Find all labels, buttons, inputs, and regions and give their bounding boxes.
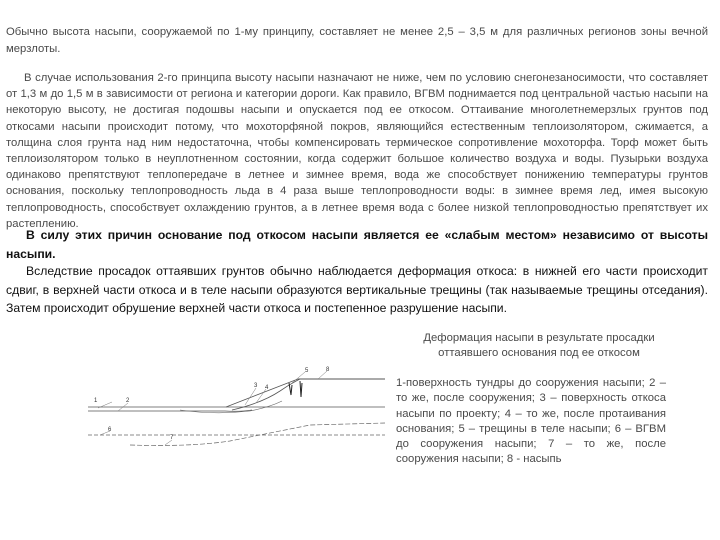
label-1: 1 bbox=[94, 398, 98, 404]
figure-caption: Деформация насыпи в результате просадки оттаявшего основания под ее откосом bbox=[423, 332, 655, 359]
embankment-deformation-diagram bbox=[0, 355, 400, 465]
label-4: 4 bbox=[265, 385, 269, 391]
figure-legend: 1-поверхность тундры до сооружения насыпи; 2 – то же, после сооружения; 3 – поверхность откоса насыпи по проекту; 4 – то же, после протаивания основания; 5 – трещины в теле насыпи; 6 – ВГВМ до сооружения насыпи; 7 – то же, после сооружения насыпи; 8 - насыпь bbox=[396, 377, 666, 466]
crack-right bbox=[300, 381, 302, 397]
permafrost-table-after-line bbox=[130, 423, 385, 446]
label-2: 2 bbox=[126, 398, 130, 404]
paragraph-weak-spot: В силу этих причин основание под откосом насыпи является ее «слабым местом» независимо от высоты насыпи. bbox=[6, 228, 708, 261]
thawed-slope-line bbox=[232, 379, 300, 410]
label-6: 6 bbox=[108, 427, 112, 433]
label-3: 3 bbox=[254, 383, 258, 389]
paragraph-slope-deformation: Вследствие просадок оттаявших грунтов обычно наблюдается деформация откоса: в нижней его части происходит сдвиг, в верхней части откоса и в теле насыпи образуются вертикальные трещины (так называемые трещины отседания). Затем происходит обрушение верхней части откоса и постепенное разрушение насыпи. bbox=[6, 264, 708, 316]
crack-left bbox=[289, 383, 292, 395]
design-slope-line bbox=[226, 379, 298, 407]
label-8: 8 bbox=[326, 367, 330, 373]
tundra-surface-after-line bbox=[88, 410, 252, 411]
leader-3 bbox=[245, 388, 256, 405]
label-5: 5 bbox=[305, 368, 309, 374]
leader-5 bbox=[292, 372, 305, 383]
paragraph-principle-2-thawing: В случае использования 2-го принципа высоту насыпи назначают не ниже, чем по условию снегонезаносимости, что составляет от 1,3 м до 1,5 м в зависимости от региона и категории дороги. Как правило, ВГВМ поднимается под центральной частью насыпи на некоторую высоту, не достигая подошвы насыпи и опускается под ее откосом. Оттаивание многолетнемерзлых грунтов под откосами насыпи происходит потому, что мохоторфяной покров, являющийся естественным теплоизолятором, сжимается, а толщина слоя грунта над ним недостаточна, чтобы компенсировать термическое сопротивление мохоторфа. Торф может быть теплоизолятором только в неуплотненном состоянии, когда содержит большое количество воздуха и воды. Пузырьки воздуха одинаково препятствуют теплопередаче в летнее и зимнее время, вода же способствует понижению температуры грунтов основания, поскольку теплопроводность льда в 4 раза выше теплопроводности воды: в зимнее время лед, имея высокую теплопроводность, способствует охлаждению грунтов, а в летнее время вода с более низкой теплопроводностью препятствует их растеплению. bbox=[6, 72, 708, 230]
paragraph-embankment-height-principle-1: Обычно высота насыпи, сооружаемой по 1-му принципу, составляет не менее 2,5 – 3,5 м для различных регионов зоны вечной мерзлоты. bbox=[6, 26, 708, 55]
label-7: 7 bbox=[170, 435, 174, 441]
